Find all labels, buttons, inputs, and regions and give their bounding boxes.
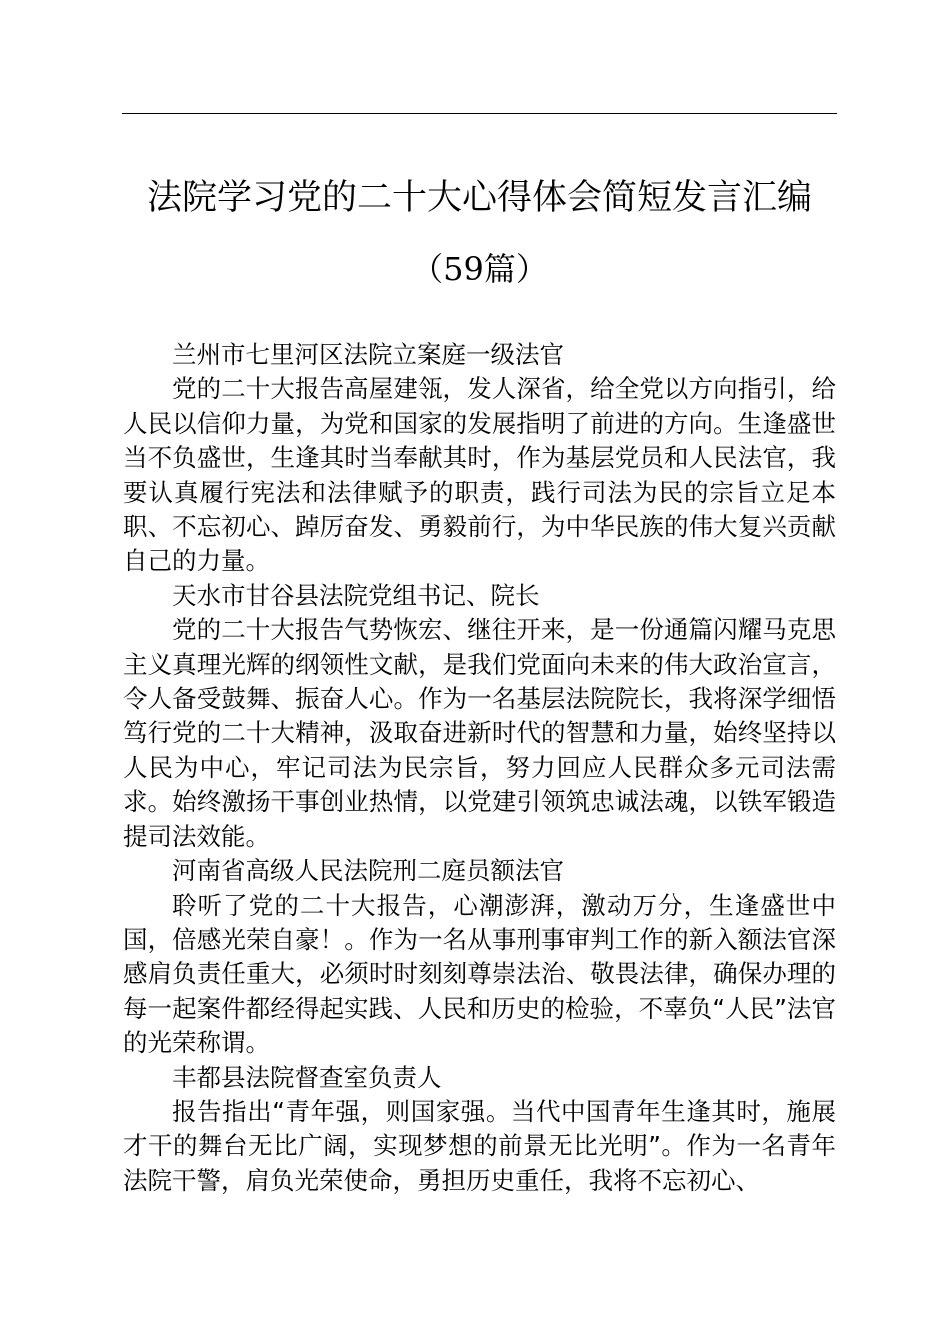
speaker-heading: 天水市甘谷县法院党组书记、院长 bbox=[172, 580, 540, 610]
speaker-heading: 丰都县法院督查室负责人 bbox=[172, 1062, 442, 1092]
speech-paragraph: 党的二十大报告高屋建瓴，发人深省，给全党以方向指引，给人民以信仰力量，为党和国家的发展指明了前进的方向。生逢盛世当不负盛世，生逢其时当奉献其时，作为基层党员和人民法官，我要认真履行宪法和法律赋予的职责，践行司法为民的宗旨立足本职、不忘初心、踔厉奋发、勇毅前行，为中华民族的伟大复兴贡献自己的力量。 bbox=[123, 374, 836, 576]
article-count: 59 bbox=[443, 250, 484, 288]
speech-paragraph: 报告指出“青年强，则国家强。当代中国青年生逢其时，施展才干的舞台无比广阔，实现梦想的前景无比光明”。作为一名青年法院干警，肩负光荣使命，勇担历史重任，我将不忘初心、 bbox=[123, 1096, 836, 1195]
document-body bbox=[123, 338, 836, 1198]
article-unit: 篇 bbox=[483, 250, 516, 288]
document-title: 法院学习党的二十大心得体会简短发言汇编 bbox=[146, 178, 812, 218]
speech-paragraph: 党的二十大报告气势恢宏、继往开来，是一份通篇闪耀马克思主义真理光辉的纲领性文献，是我们党面向未来的伟大政治宣言，令人备受鼓舞、振奋人心。作为一名基层法院院长，我将深学细悟笃行党的二十大精神，汲取奋进新时代的智慧和力量，始终坚持以人民为中心，牢记司法为民宗旨，努力回应人民群众多元司法需求。始终激扬干事创业热情，以党建引领筑忠诚法魂，以铁军锻造提司法效能。 bbox=[123, 615, 836, 851]
speaker-heading: 兰州市七里河区法院立案庭一级法官 bbox=[172, 340, 564, 369]
speech-paragraph: 聆听了党的二十大报告，心潮澎湃，激动万分，生逢盛世中国，倍感光荣自豪！。作为一名从事刑事审判工作的新入额法官深感肩负责任重大，必须时时刻刻尊崇法治、敬畏法律，确保办理的每一起案件都经得起实践、人民和历史的检验，不辜负“人民”法官的光荣称谓。 bbox=[123, 890, 836, 1058]
subtitle-close-paren: ） bbox=[515, 250, 548, 288]
document-subtitle bbox=[122, 246, 837, 292]
subtitle-open-paren: （ bbox=[411, 250, 444, 288]
speaker-heading: 河南省高级人民法院刑二庭员额法官 bbox=[172, 856, 564, 886]
header-rule bbox=[122, 113, 837, 114]
